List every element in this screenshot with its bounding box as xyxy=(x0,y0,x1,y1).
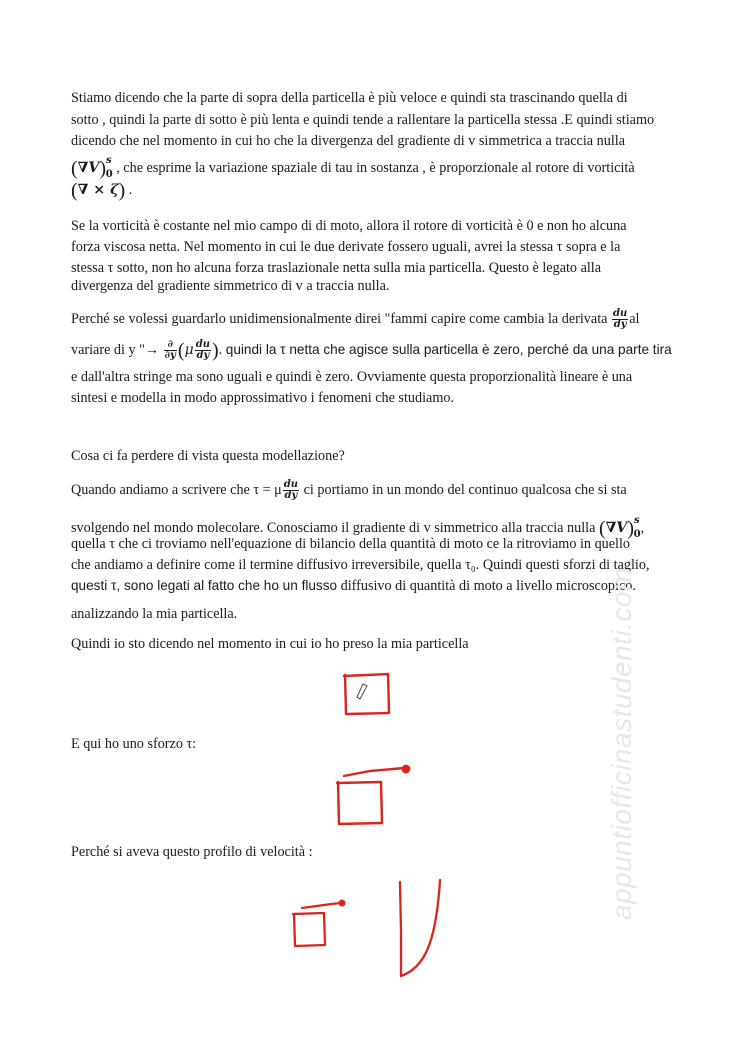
line-sforzo: E qui ho uno sforzo τ: xyxy=(71,736,197,752)
para1-line2: sotto , quindi la parte di sotto è più lenta e quindi tende a rallentare la particella stessa .E quindi stiamo xyxy=(71,112,655,128)
para1-line3: dicendo che nel momento in cui ho che la divergenza del gradiente di v simmetrica a traccia nulla xyxy=(71,133,626,149)
para2-line4: divergenza del gradiente simmetrico di v a traccia nulla. xyxy=(71,278,390,294)
para4-line2: svolgendo nel mondo molecolare. Conosciamo il gradiente di v simmetrico alla traccia nulla $(\nabla V)^s_0$, xyxy=(71,515,645,540)
para3-line4: sintesi e modella in modo approssimativo i fenomeni che studiamo. xyxy=(71,390,454,406)
para2-line2: forza viscosa netta. Nel momento in cui le due derivate fossero uguali, avrei la stessa τ sopra e la xyxy=(71,239,621,255)
para1-line4: $(\nabla V)^s_0$ , che esprime la variazione spaziale di tau in sostanza , è proporzionale al rotore di vorticità xyxy=(71,155,635,180)
para1-line1: Stiamo dicendo che la parte di sopra della particella è più veloce e quindi sta trascinando quella di xyxy=(71,90,628,106)
arrow-head-dot xyxy=(402,765,411,774)
para4-line5: questi τ, sono legati al fatto che ho un flusso diffusivo di quantità di moto a livello microscopico. xyxy=(71,578,636,594)
line-profilo: Perché si aveva questo profilo di velocità : xyxy=(71,844,313,860)
para3-line2: variare di y "→ $\frac{\partial}{\partial y}$ (μ $\frac{du}{dy}$ ). quindi la τ netta che agisce sulla particella è zero, perché da una parte tira xyxy=(71,339,672,362)
sketch-shear-stress xyxy=(330,760,414,828)
curl-symbol: ∇ × ζ xyxy=(77,182,119,198)
tensor-symbol: ∇V xyxy=(77,160,100,176)
section-question: Cosa ci fa perdere di vista questa modellazione? xyxy=(71,448,345,464)
para4-line3: quella τ che ci troviamo nell'equazione di bilancio della quantità di moto ce la ritroviamo in quello xyxy=(71,536,631,552)
para4-line1: Quando andiamo a scrivere che τ = μ $\frac{du}{dy}$ ci portiamo in un mondo del continuo qualcosa che si sta xyxy=(71,479,627,502)
para2-line3: stessa τ sotto, non ho alcuna forza traslazionale netta sulla mia particella. Questo è legato alla xyxy=(71,260,602,276)
derivative-du-dy: $\frac{du}{dy}$ xyxy=(612,308,628,331)
para2-line1: Se la vorticità è costante nel mio campo di di moto, allora il rotore di vorticità è 0 e non ho alcuna xyxy=(71,218,627,234)
sketch-velocity-profile xyxy=(284,872,454,984)
para3-line3: e dall'altra stringe ma sono uguali e quindi è zero. Ovviamente questa proporzionalità lineare è una xyxy=(71,369,633,385)
watermark: appuntiofficinastudenti.com xyxy=(606,567,637,920)
line-analizzando: analizzando la mia particella. xyxy=(71,606,238,622)
partial-derivative: $\frac{\partial}{\partial y}$ xyxy=(164,339,176,362)
para3-line1: Perché se volessi guardarlo unidimensionalmente direi "fammi capire come cambia la derivata $\frac{du}{dy}$ al xyxy=(71,308,640,331)
sketch-particle xyxy=(338,664,398,720)
line-quindi: Quindi io sto dicendo nel momento in cui io ho preso la mia particella xyxy=(71,636,469,652)
para1-line5: (∇ × ζ) . xyxy=(71,179,133,202)
para4-line4: che andiamo a definire come il termine diffusivo irreversibile, quella τ₀. Quindi questi sforzi di taglio, xyxy=(71,557,650,573)
